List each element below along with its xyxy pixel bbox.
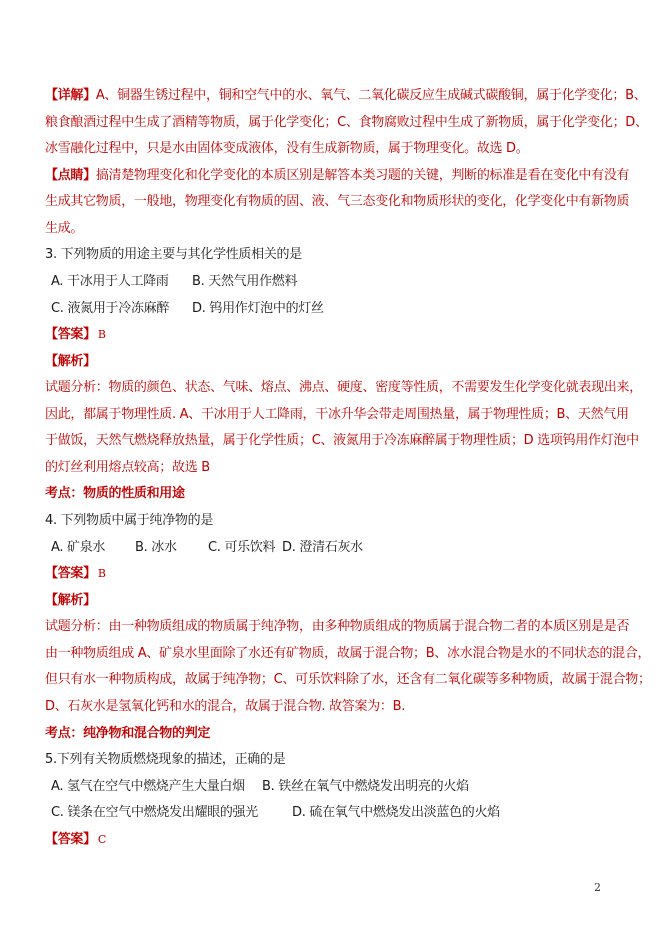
page-number: 2 <box>594 881 601 894</box>
text-segment: C. 镁条在空气中燃烧发出耀眼的强光 <box>51 805 258 821</box>
text-segment: A. 干冰用于人工降雨 <box>51 273 169 289</box>
section-label: 考点：纯净物和混合物的判定 <box>45 725 211 741</box>
detail-line <box>45 136 635 163</box>
text-segment: C. 可乐饮料 <box>208 539 276 555</box>
analysis-line <box>45 402 635 429</box>
text-segment: 粮食酿酒过程中生成了酒精等物质，属于化学变化；C、食物腐败过程中生成了新物质，属于化学变化；D、 <box>45 114 648 130</box>
question-line <box>45 242 635 269</box>
text-segment: 3. 下列物质的用途主要与其化学性质相关的是 <box>45 247 302 263</box>
section-label: 【答案】 <box>45 831 96 847</box>
question-line <box>45 508 635 535</box>
option-line <box>45 535 635 562</box>
text-segment: 由一种物质组成 A、矿泉水里面除了水还有矿物质，故属于混合物；B、冰水混合物是水的不同状态的混合， <box>45 645 651 661</box>
option-line <box>45 296 635 323</box>
section-label: 【答案】 <box>45 327 96 343</box>
text-segment: A. 矿泉水 <box>51 539 106 555</box>
analysis-line <box>45 667 651 694</box>
answer-line <box>45 322 635 349</box>
text-segment: B. 铁丝在氧气中燃烧发出明亮的火焰 <box>262 778 469 794</box>
option-line <box>45 269 635 296</box>
answer-letter: C <box>97 832 106 846</box>
text-segment: 生成其它物质，一般地，物理变化有物质的固、液、气三态变化和物质形状的变化，化学变化中有新物质 <box>45 194 630 210</box>
tip-line <box>45 216 635 243</box>
section-label: 【点睛】 <box>45 167 96 183</box>
section-label: 【详解】 <box>45 88 96 103</box>
text-segment: 试题分析：由一种物质组成的物质属于纯净物，由多种物质组成的物质属于混合物二者的本质区别是是否 <box>45 619 630 635</box>
section-label: 考点：物质的性质和用途 <box>45 486 185 502</box>
analysis-line <box>45 641 651 668</box>
exam-point-line <box>45 481 635 508</box>
detail-line <box>45 110 648 137</box>
text-segment: B. 冰水 <box>135 539 177 555</box>
text-segment: A、铜器生锈过程中，铜和空气中的水、氧气、二氧化碳反应生成碱式碳酸铜，属于化学变化；B、 <box>95 88 647 103</box>
text-segment: 的灯丝利用熔点较高；故选 B <box>45 459 210 475</box>
analysis-line <box>45 428 639 455</box>
explanation-label-line <box>45 349 635 376</box>
tip-line <box>45 189 635 216</box>
section-label: 【解析】 <box>45 592 96 608</box>
text-segment: D、石灰水是氢氧化钙和水的混合，故属于混合物. 故答案为：B. <box>45 698 406 714</box>
document-lines <box>45 83 651 853</box>
text-segment: A. 氢气在空气中燃烧产生大量白烟 <box>51 778 245 794</box>
analysis-line <box>45 455 635 482</box>
answer-letter: B <box>97 328 106 342</box>
detail-line <box>45 83 647 110</box>
text-segment: D. 澄清石灰水 <box>282 539 363 555</box>
text-segment: C. 液氮用于冷冻麻醉 <box>51 300 170 316</box>
answer-letter: B <box>97 567 106 581</box>
text-segment: 4. 下列物质中属于纯净物的是 <box>45 513 214 528</box>
question-line <box>45 747 635 774</box>
explanation-label-line <box>45 588 635 615</box>
option-line <box>45 774 635 801</box>
text-segment: 试题分析：物质的颜色、状态、气味、熔点、沸点、硬度、密度等性质，不需要发生化学变化就表现出来， <box>45 380 642 396</box>
analysis-line <box>45 375 642 402</box>
answer-line <box>45 561 635 588</box>
exam-point-line <box>45 721 635 748</box>
text-segment: B. 天然气用作燃料 <box>192 273 298 289</box>
answer-line <box>45 827 635 854</box>
text-segment: D. 硫在氧气中燃烧发出淡蓝色的火焰 <box>292 805 500 821</box>
text-segment: 生成。 <box>45 220 84 236</box>
text-segment: 因此，都属于物理性质. A、干冰用于人工降雨，干冰升华会带走周围热量，属于物理性质；B、天然气用 <box>45 406 629 422</box>
section-label: 【解析】 <box>45 353 96 369</box>
text-segment: 但只有水一种物质构成，故属于纯净物；C、可乐饮料除了水，还含有二氧化碳等多种物质，故属于混合物； <box>45 672 651 688</box>
analysis-line <box>45 614 635 641</box>
analysis-line <box>45 694 635 721</box>
section-label: 【答案】 <box>45 566 96 582</box>
text-segment: 5.下列有关物质燃烧现象的描述，正确的是 <box>45 752 286 768</box>
text-segment: 于做饭，天然气燃烧释放热量，属于化学性质；C、液氮用于冷冻麻醉属于物理性质；D 选项钨用作灯泡中 <box>45 433 639 449</box>
text-segment: D. 钨用作灯泡中的灯丝 <box>192 300 324 316</box>
text-segment: 搞清楚物理变化和化学变化的本质区别是解答本类习题的关键，判断的标准是看在变化中有没有 <box>95 167 630 183</box>
option-line <box>45 800 635 827</box>
tip-line <box>45 163 635 190</box>
text-segment: 冰雪融化过程中，只是水由固体变成液体，没有生成新物质，属于物理变化。故选 D。 <box>45 141 529 157</box>
